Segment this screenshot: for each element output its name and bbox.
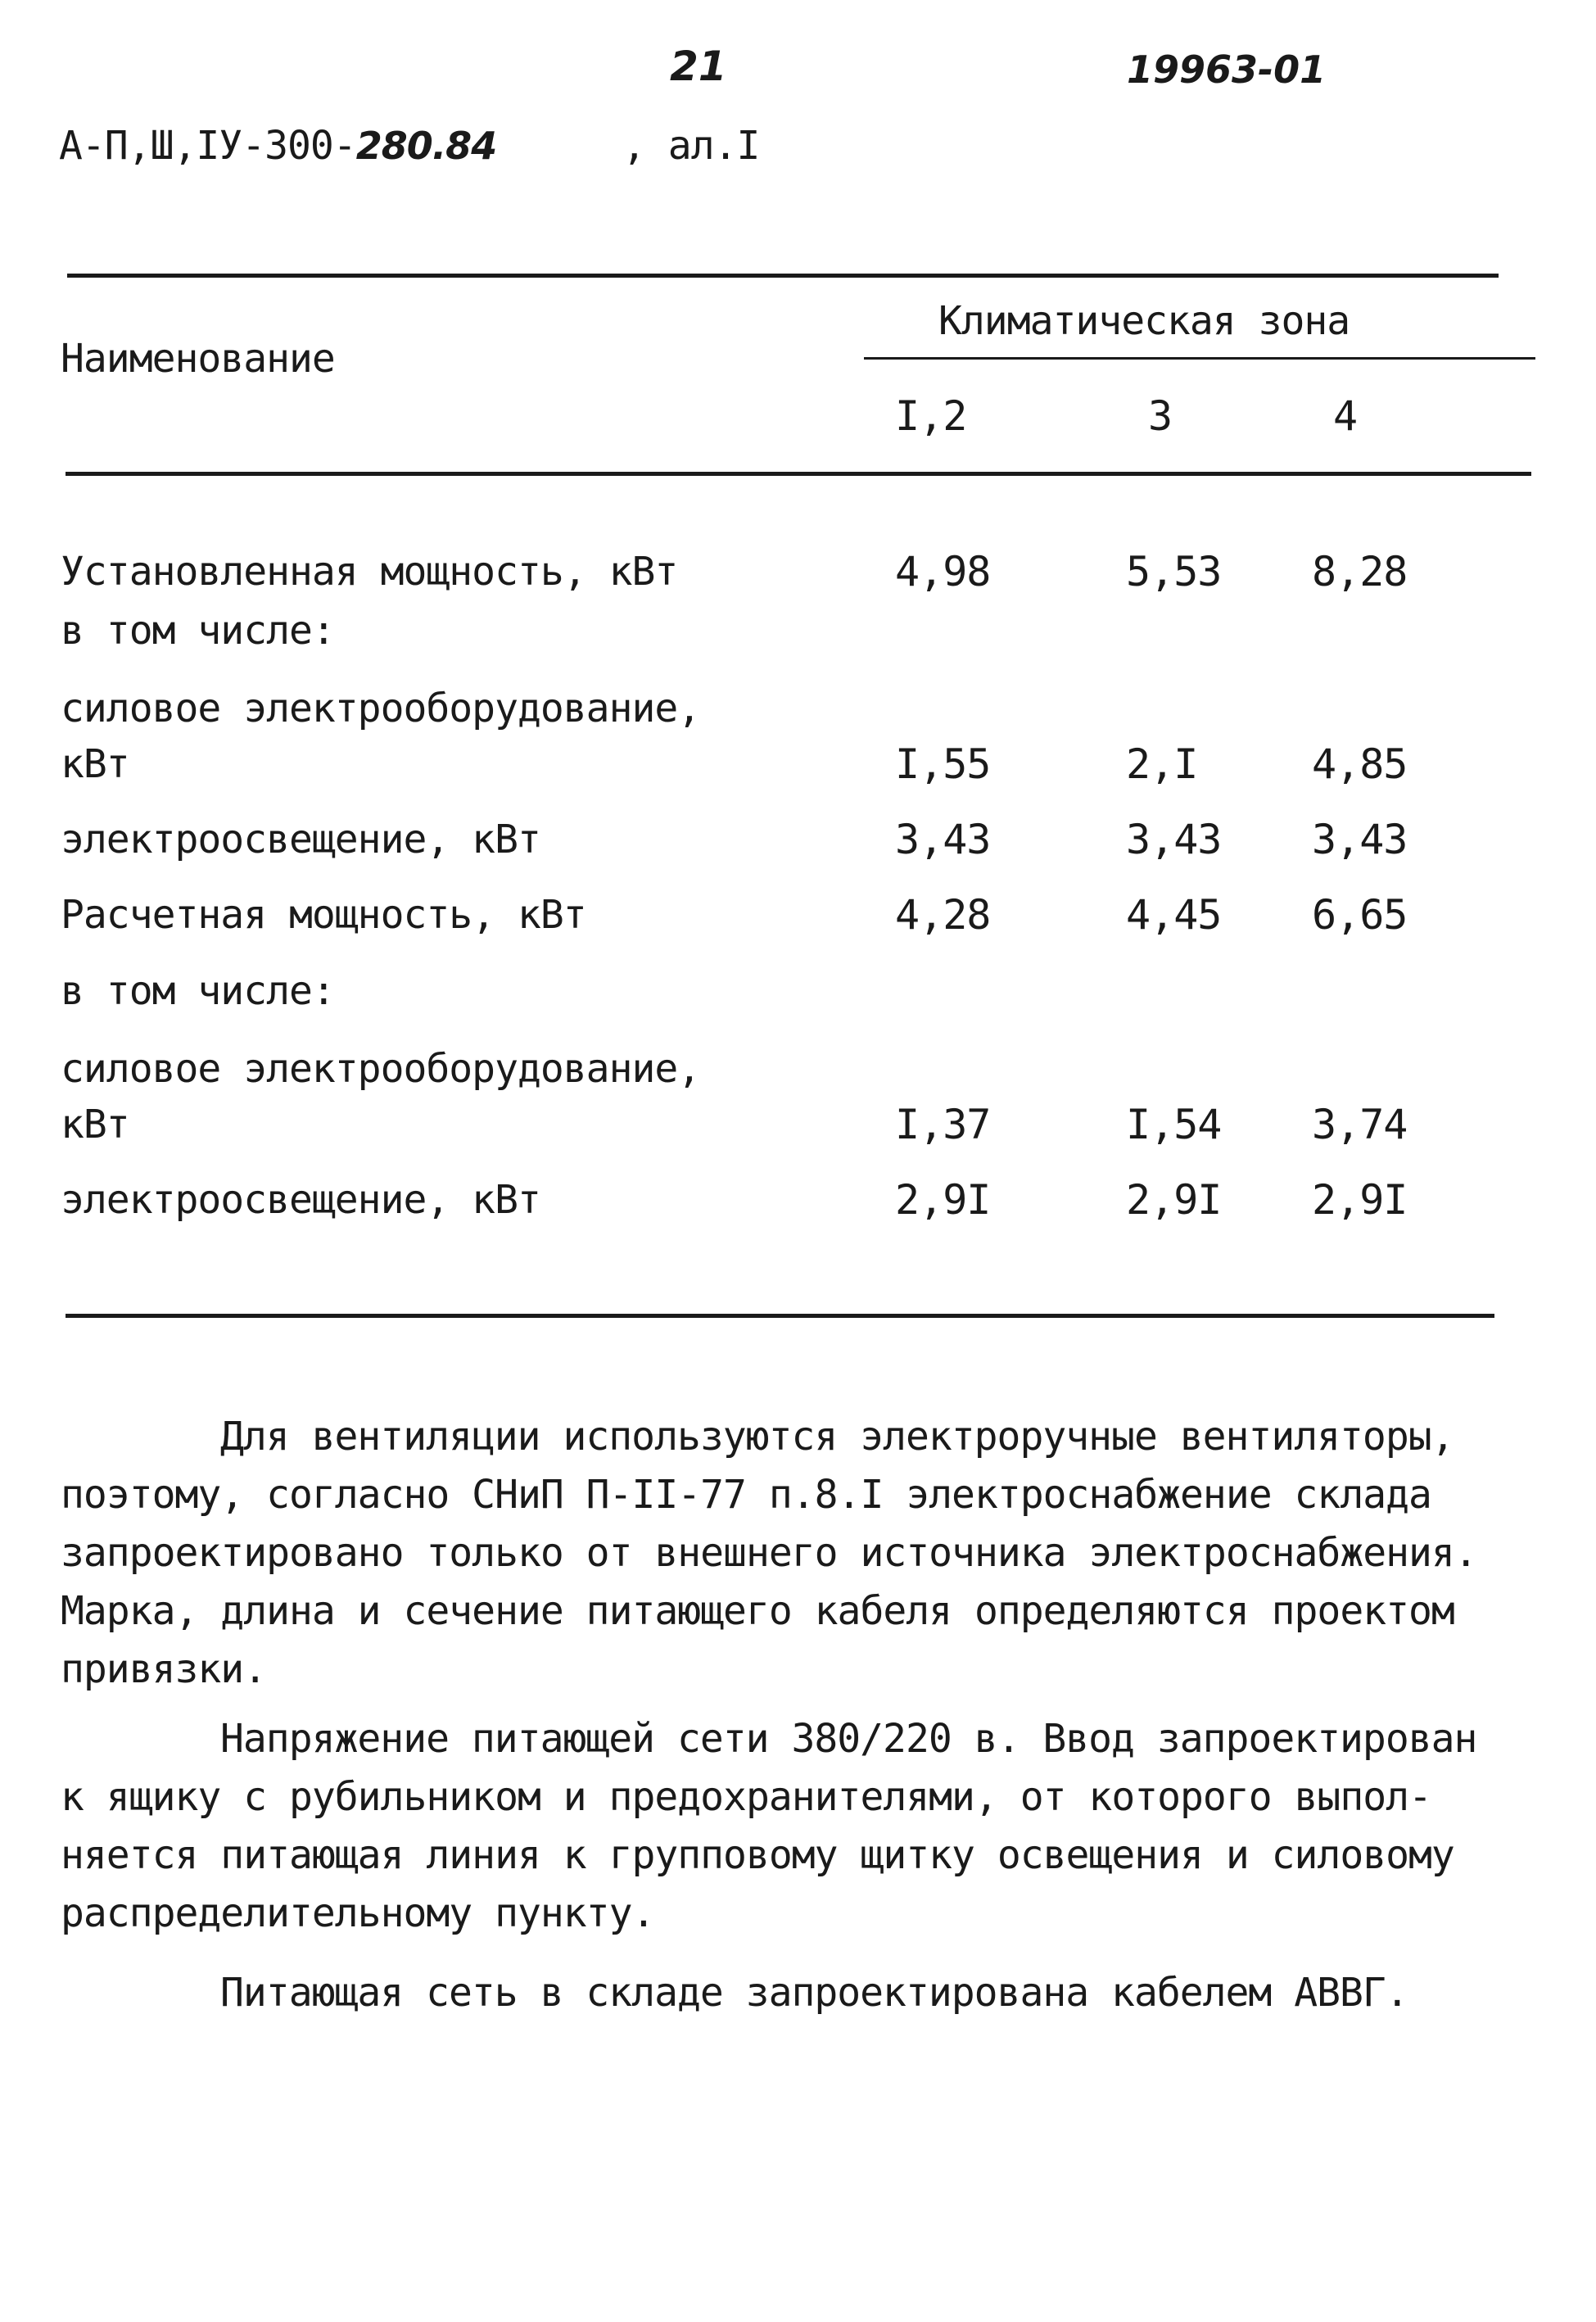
page-number: 21 — [670, 43, 727, 90]
paragraph-line: распределительному пункту. — [61, 1890, 655, 1936]
row-label: кВт — [61, 741, 129, 787]
value-zone-3: 2,I — [1126, 740, 1198, 788]
row-label: в том числе: — [61, 608, 335, 654]
value-zone-4: 3,74 — [1312, 1101, 1408, 1148]
table-top-rule — [67, 274, 1499, 278]
value-zone-1: I,55 — [895, 740, 991, 788]
paragraph-3 — [61, 1964, 1526, 2022]
paragraph-line: Марка, длина и сечение питающего кабеля определяются проектом — [61, 1588, 1454, 1634]
row-label: электроосвещение, кВт — [61, 817, 540, 862]
paragraph-line: к ящику с рубильником и предохранителями, от которого выпол- — [61, 1774, 1431, 1820]
paragraph-1 — [61, 1408, 1526, 1699]
row-label: Установленная мощность, кВт — [61, 549, 678, 595]
paragraph-line: Напряжение питающей сети 380/220 в. Ввод запроектирован — [220, 1716, 1477, 1762]
value-zone-3: 4,45 — [1126, 891, 1222, 939]
row-label: Расчетная мощность, кВт — [61, 892, 586, 938]
zone-header-rule — [864, 357, 1535, 360]
value-zone-4: 3,43 — [1312, 816, 1408, 863]
paragraph-line: поэтому, согласно СНиП П-II-77 п.8.I электроснабжение склада — [61, 1472, 1431, 1518]
paragraph-2 — [61, 1710, 1526, 1943]
designation — [59, 121, 496, 170]
zone-header-2: 3 — [1148, 392, 1173, 440]
designation-handwritten: 280.84 — [355, 124, 497, 168]
value-zone-1: 3,43 — [895, 816, 991, 863]
value-zone-4: 8,28 — [1312, 548, 1408, 595]
sheet-label: , ал.I — [622, 123, 760, 169]
value-zone-3: 3,43 — [1126, 816, 1222, 863]
name-column-header: Наименование — [61, 336, 335, 382]
paragraph-line: запроектировано только от внешнего источника электроснабжения. — [61, 1530, 1477, 1576]
zone-header-3: 4 — [1333, 392, 1358, 440]
value-zone-1: 2,9I — [895, 1176, 991, 1224]
paragraph-line: Питающая сеть в складе запроектирована кабелем АВВГ. — [220, 1970, 1408, 2016]
value-zone-1: 4,98 — [895, 548, 991, 595]
table-header-rule — [66, 472, 1531, 476]
value-zone-4: 4,85 — [1312, 740, 1408, 788]
document-code: 19963-01 — [1127, 48, 1327, 92]
value-zone-1: 4,28 — [895, 891, 991, 939]
zone-group-header: Климатическая зона — [938, 298, 1350, 344]
value-zone-3: I,54 — [1126, 1101, 1222, 1148]
row-label: в том числе: — [61, 968, 335, 1014]
value-zone-4: 6,65 — [1312, 891, 1408, 939]
designation-printed: А-П,Ш,IУ-300- — [59, 123, 356, 169]
row-label: силовое электрооборудование, — [61, 1046, 701, 1092]
row-label: силовое электрооборудование, — [61, 686, 701, 731]
value-zone-3: 5,53 — [1126, 548, 1222, 595]
value-zone-3: 2,9I — [1126, 1176, 1222, 1224]
zone-header-1: I,2 — [895, 392, 967, 440]
row-label: кВт — [61, 1102, 129, 1147]
paragraph-line: Для вентиляции используются электроручные вентиляторы, — [220, 1414, 1454, 1460]
paragraph-line: привязки. — [61, 1646, 267, 1692]
value-zone-4: 2,9I — [1312, 1176, 1408, 1224]
table-bottom-rule — [66, 1314, 1494, 1318]
row-label: электроосвещение, кВт — [61, 1177, 540, 1223]
value-zone-1: I,37 — [895, 1101, 991, 1148]
paragraph-line: няется питающая линия к групповому щитку освещения и силовому — [61, 1832, 1454, 1878]
